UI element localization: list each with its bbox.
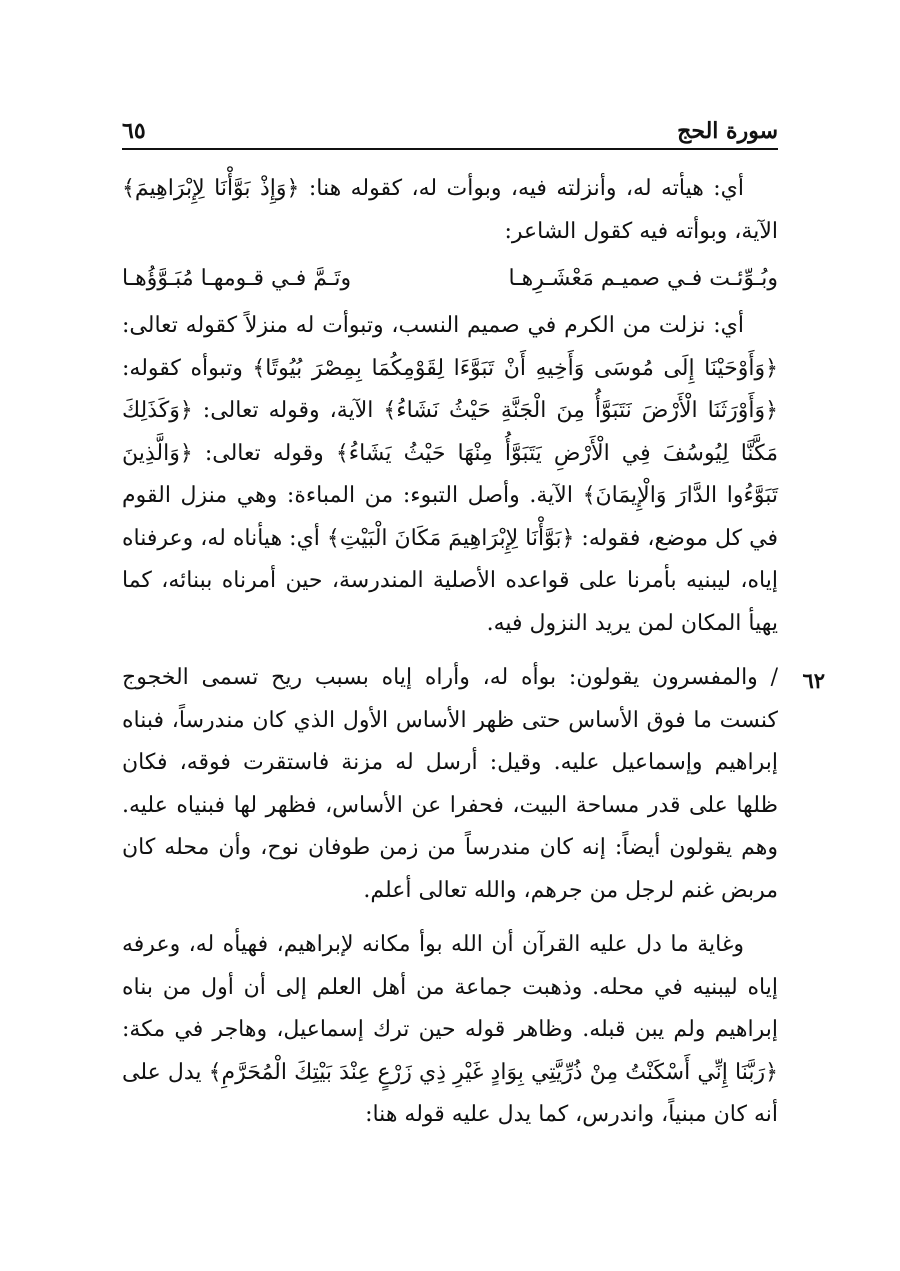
surah-title: سورة الحج xyxy=(677,118,778,144)
verse-first-hemistich: وبُـوِّئـت فـي صميـم مَعْشَـرِهـا xyxy=(508,266,778,291)
verse-second-hemistich: وتَـمَّ فـي قـومهـا مُبَـوَّؤُهـا xyxy=(122,266,352,291)
poetry-verse xyxy=(122,253,778,305)
paragraph-2: أي: نزلت من الكرم في صميم النسب، وتبوأت له منزلاً كقوله تعالى: ﴿وَأَوْحَيْنَا إِلَى مُوسَى وَأَخِيهِ أَنْ تَبَوَّءَا لِقَوْمِكُمَا بِمِصْرَ بُيُوتًا﴾ وتبوأه كقوله: ﴿وَأَوْرَثَنَا الْأَرْضَ نَتَبَوَّأُ مِنَ الْجَنَّةِ حَيْثُ نَشَاءُ﴾ الآية، وقوله تعالى: ﴿وَكَذَلِكَ مَكَّنَّا لِيُوسُفَ فِي الْأَرْضِ يَتَبَوَّأُ مِنْهَا حَيْثُ يَشَاءُ﴾ وقوله تعالى: ﴿وَالَّذِينَ تَبَوَّءُوا الدَّارَ وَالْإِيمَانَ﴾ الآية. وأصل التبوء: من المباءة: وهي منزل القوم في كل موضع، فقوله: ﴿بَوَّأْنَا لِإِبْرَاهِيمَ مَكَانَ الْبَيْتِ﴾ أي: هيأناه له، وعرفناه إياه، ليبنيه بأمرنا على قواعده الأصلية المندرسة، حين أمرناه ببنائه، كما يهيأ المكان لمن يريد النزول فيه. xyxy=(122,313,779,636)
paragraph-1: أي: هيأته له، وأنزلته فيه، وبوأت له، كقوله هنا: ﴿وَإِذْ بَوَّأْنَا لِإِبْرَاهِيمَ﴾ الآية، وبوأته فيه كقول الشاعر: xyxy=(122,176,778,244)
paragraph-3: / والمفسرون يقولون: بوأه له، وأراه إياه بسبب ريح تسمى الخجوج كنست ما فوق الأساس حتى ظهر الأساس الأول الذي كان مندرساً، فبناه إبراهيم وإسماعيل عليه. وقيل: أرسل له مزنة فاستقرت فوقه، فكان ظلها على قدر مساحة البيت، فحفرا عن الأساس، فظهر لها فبنياه عليه. وهم يقولون أيضاً: إنه كان مندرساً من زمن طوفان نوح، وأن محله كان مربض غنم لرجل من جرهم، والله تعالى أعلم. xyxy=(122,665,778,903)
page-body xyxy=(122,168,778,1137)
paragraph-4: وغاية ما دل عليه القرآن أن الله بوأ مكانه لإبراهيم، فهيأه له، وعرفه إياه ليبنيه في محله. وذهبت جماعة من أهل العلم إلى أن أول من بناه إبراهيم ولم يبن قبله. وظاهر قوله حين ترك إسماعيل، وهاجر في مكة: ﴿رَبَّنَا إِنِّي أَسْكَنْتُ مِنْ ذُرِّيَّتِي بِوَادٍ غَيْرِ ذِي زَرْعٍ عِنْدَ بَيْتِكَ الْمُحَرَّمِ﴾ يدل على أنه كان مبنياً، واندرس، كما يدل عليه قوله هنا: xyxy=(122,932,778,1127)
margin-page-reference: ٦٢ xyxy=(802,668,825,693)
page-number: ٦٥ xyxy=(122,118,146,144)
page-header xyxy=(122,110,778,150)
